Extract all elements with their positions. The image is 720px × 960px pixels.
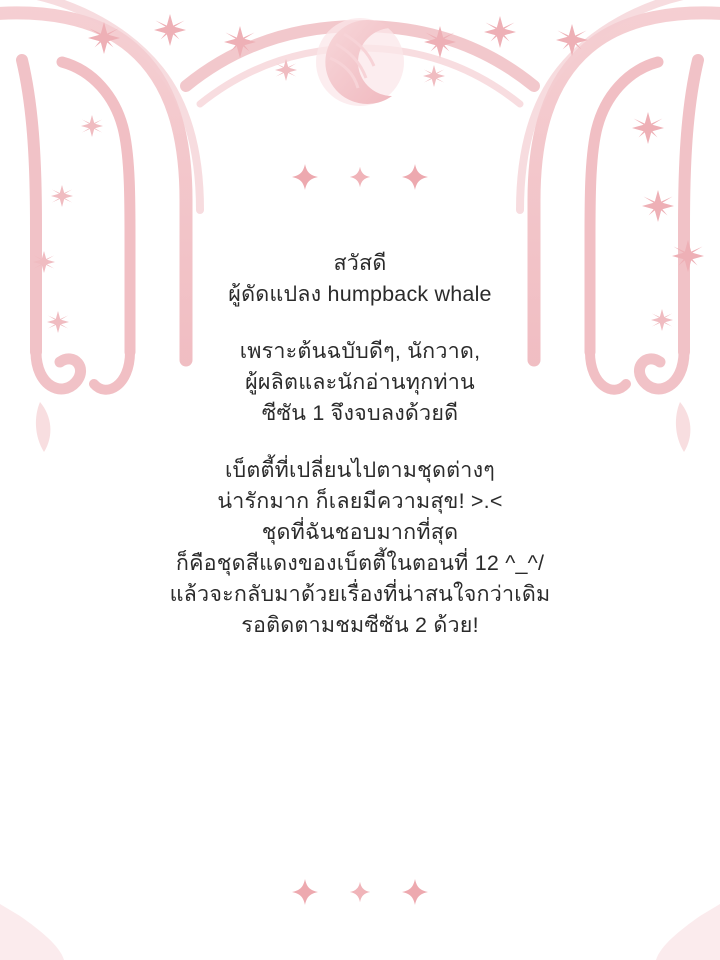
four-point-star-icon — [401, 878, 429, 906]
message-line: แล้วจะกลับมาด้วยเรื่องที่น่าสนใจกว่าเดิม — [169, 582, 551, 606]
message-line: ก็คือชุดสีแดงของเบ็ตตี้ในตอนที่ 12 ^_^/ — [175, 551, 545, 575]
four-point-star-icon — [291, 878, 319, 906]
crescent-moon-icon — [316, 18, 404, 106]
message-line: น่ารักมาก ก็เลยมีความสุข! >.< — [217, 489, 503, 513]
four-point-star-icon — [291, 163, 319, 191]
divider-bottom — [0, 878, 720, 906]
four-point-star-icon — [349, 166, 371, 188]
message-line: เบ็ตตี้ที่เปลี่ยนไปตามชุดต่างๆ — [224, 458, 496, 482]
divider-top — [0, 163, 720, 191]
four-point-star-icon — [401, 163, 429, 191]
paragraph-thanks — [0, 336, 720, 429]
paragraph-greeting — [0, 248, 720, 310]
message-line: เพราะต้นฉบับดีๆ, นักวาด, — [239, 339, 481, 363]
four-point-star-icon — [349, 881, 371, 903]
message-line: รอติดตามชมซีซัน 2 ด้วย! — [241, 613, 479, 637]
message-line: สวัสดี — [333, 251, 387, 275]
message-line: ซีซัน 1 จึงจบลงด้วยดี — [261, 401, 459, 425]
message-line: ผู้ดัดแปลง humpback whale — [228, 282, 492, 306]
message-line: ผู้ผลิตและนักอ่านทุกท่าน — [245, 370, 475, 394]
message-line: ชุดที่ฉันชอบมากที่สุด — [261, 520, 459, 544]
afterword-message — [0, 248, 720, 641]
paragraph-closing — [0, 455, 720, 641]
